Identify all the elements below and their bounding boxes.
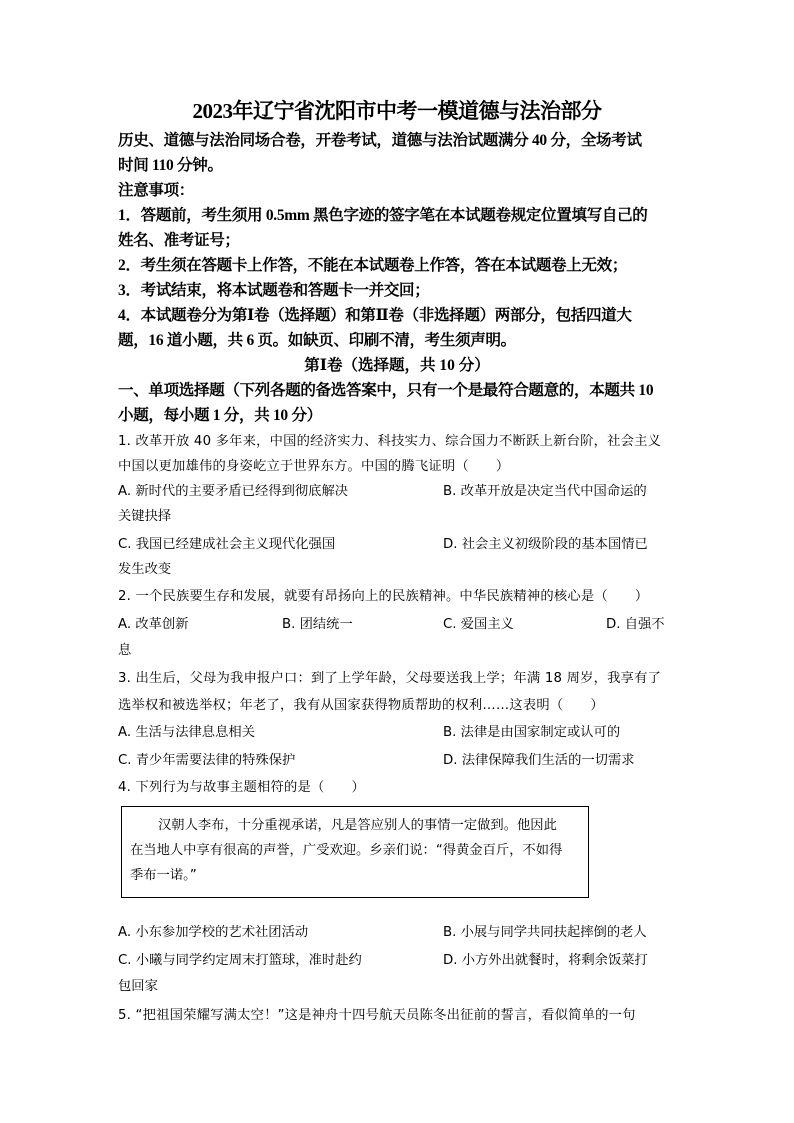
question-3-option-a: A. 生活与法律息息相关 <box>118 725 255 740</box>
question-4-stem: 4. 下列行为与故事主题相符的是（ ） <box>118 780 365 795</box>
question-5-stem-line-1: 5. “把祖国荣耀写满太空！”这是神舟十四号航天员陈冬出征前的誓言，看似简单的一句 <box>118 1008 636 1023</box>
material-line-2: 在当地人中享有很高的声誉，广受欢迎。乡亲们说：“得黄金百斤，不如得 <box>130 843 563 858</box>
intro-line-1: 历史、道德与法治同场合卷，开卷考试，道德与法治试题满分 40 分，全场考试 <box>118 132 642 149</box>
question-3-option-d: D. 法律保障我们生活的一切需求 <box>443 753 635 768</box>
question-1-option-d: D. 社会主义初级阶段的基本国情已 <box>443 537 648 552</box>
question-2-option-d-continued: 息 <box>118 643 132 658</box>
question-4-option-d-continued: 包回家 <box>118 979 158 994</box>
notice-item-3: 3．考试结束，将本试题卷和答题卡一并交回； <box>118 282 430 299</box>
question-1-option-a: A. 新时代的主要矛盾已经得到彻底解决 <box>118 484 349 499</box>
question-1-option-c: C. 我国已经建成社会主义现代化强国 <box>118 537 336 552</box>
question-3-stem-line-1: 3. 出生后，父母为我申报户口：到了上学年龄，父母要送我上学；年满 18 周岁，我享有了 <box>118 671 662 686</box>
intro-line-2: 时间 110 分钟。 <box>118 157 223 174</box>
question-4-material-box <box>121 806 589 898</box>
question-1-option-b: B. 改革开放是决定当代中国命运的 <box>443 484 647 499</box>
question-1-stem-line-1: 1. 改革开放 40 多年来，中国的经济实力、科技实力、综合国力不断跃上新台阶，社会主义 <box>118 434 662 449</box>
question-2-stem: 2. 一个民族要生存和发展，就要有昂扬向上的民族精神。中华民族精神的核心是（ ） <box>118 589 649 604</box>
question-1-option-b-continued: 关键抉择 <box>118 509 172 524</box>
question-2-option-d: D. 自强不 <box>606 617 665 632</box>
question-3-option-c: C. 青少年需要法律的特殊保护 <box>118 753 296 768</box>
question-4-option-d: D. 小方外出就餐时，将剩余饭菜打 <box>443 953 648 968</box>
section-instruction-line-1: 一、单项选择题（下列各题的备选答案中，只有一个是最符合题意的，本题共 10 <box>118 382 654 399</box>
notice-item-4-line-1: 4．本试题卷分为第Ⅰ卷（选择题）和第Ⅱ卷（非选择题）两部分，包括四道大 <box>118 307 632 324</box>
question-3-option-b: B. 法律是由国家制定或认可的 <box>443 725 621 740</box>
question-4-option-c: C. 小曦与同学约定周末打篮球，准时赴约 <box>118 953 362 968</box>
question-3-stem-line-2: 选举权和被选举权；年老了，我有从国家获得物质帮助的权利……这表明（ ） <box>118 698 604 713</box>
material-line-1 <box>130 813 580 838</box>
question-1-stem-line-2: 中国以更加雄伟的身姿屹立于世界东方。中国的腾飞证明（ ） <box>118 459 510 474</box>
notice-item-2: 2．考生须在答题卡上作答，不能在本试题卷上作答，答在本试题卷上无效； <box>118 257 628 274</box>
section-title: 第Ⅰ卷（选择题，共 10 分） <box>304 357 490 374</box>
question-4-option-b: B. 小展与同学共同扶起摔倒的老人 <box>443 925 647 940</box>
notice-item-4-line-2: 题，16 道小题，共 6 页。如缺页、印刷不清，考生须声明。 <box>118 332 516 349</box>
material-line-1-text: 汉朝人李布，十分重视承诺，凡是答应别人的事情一定做到。他因此 <box>158 818 557 833</box>
document-title: 2023年辽宁省沈阳市中考一模道德与法治部分 <box>192 99 602 123</box>
notice-item-1-line-2: 姓名、准考证号； <box>118 232 240 249</box>
section-instruction-line-2: 小题，每小题 1 分，共 10 分） <box>118 407 322 424</box>
question-2-option-a: A. 改革创新 <box>118 617 189 632</box>
notice-heading: 注意事项： <box>118 182 195 199</box>
notice-item-1-line-1: 1．答题前，考生须用 0.5mm 黑色字迹的签字笔在本试题卷规定位置填写自己的 <box>118 207 648 224</box>
question-2-option-c: C. 爱国主义 <box>443 617 514 632</box>
question-4-option-a: A. 小东参加学校的艺术社团活动 <box>118 925 309 940</box>
question-1-option-d-continued: 发生改变 <box>118 562 172 577</box>
question-2-option-b: B. 团结统一 <box>282 617 353 632</box>
material-line-3: 季布一诺。” <box>130 868 197 883</box>
